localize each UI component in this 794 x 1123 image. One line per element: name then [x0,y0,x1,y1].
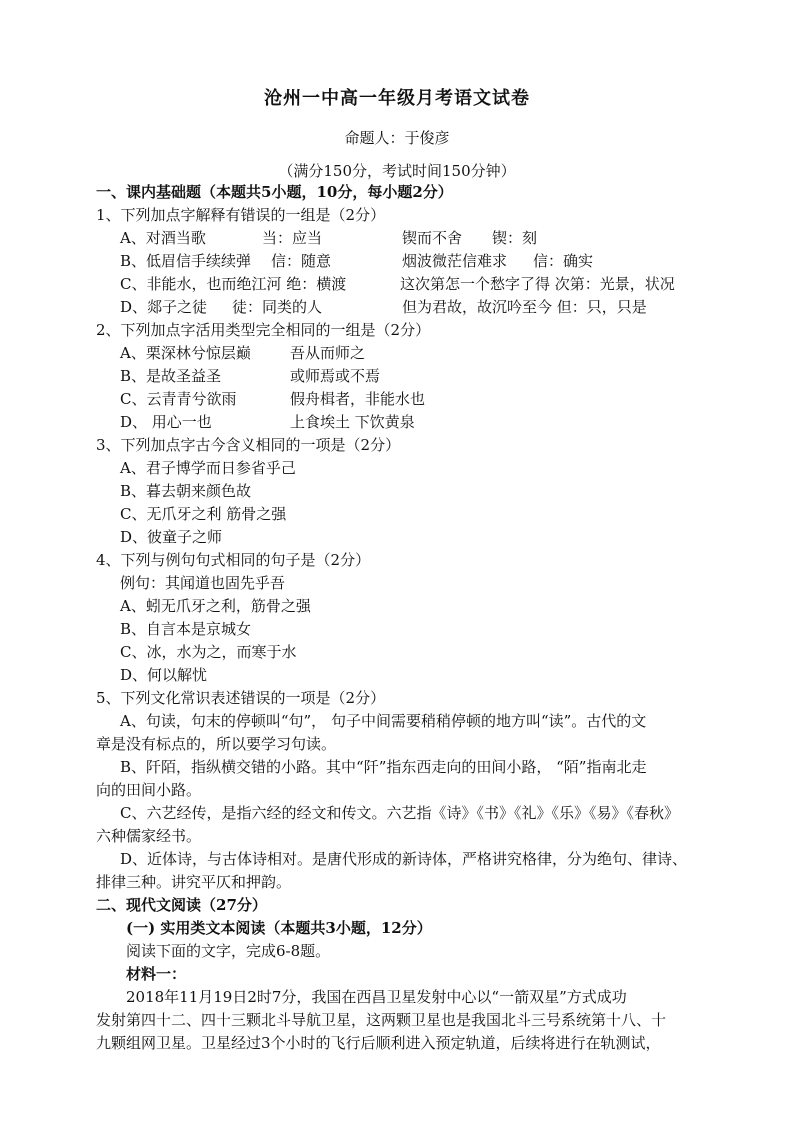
exam-author: 命题人：于俊彦 [344,129,450,147]
option-a: A、句读，句末的停顿叫“句”， 句子中间需要稍稍停顿的地方叫“读”。古代的文 [120,712,647,730]
exam-scoring: （满分150分，考试时间150分钟） [278,162,516,180]
material-label: 材料一： [126,965,187,983]
option-d-second: 但为君故，故沉吟至今 但：只，只是 [402,298,647,316]
option-b: B、暮去朝来颜色故 [120,482,252,500]
option-c-cont: 六种儒家经书。 [96,827,202,845]
option-c-second: 假舟楫者，非能水也 [290,390,426,408]
option-d: D、近体诗，与古体诗相对。是唐代形成的新诗体，严格讲究格律，分为绝句、律诗、 [120,850,688,868]
option-d-cont: 排律三种。讲究平仄和押韵。 [96,873,292,891]
option-a-second: 锲而不舍 [402,229,463,247]
passage-line: 发射第四十二、四十三颗北斗导航卫星，这两颗卫星也是我国北斗三号系统第十八、十 [96,1011,667,1029]
question-stem: 3、下列加点字古今含义相同的一项是（2分） [96,436,401,454]
option-a: A、对酒当歌 [120,229,206,247]
option-a-second-gloss: 锲：刻 [492,229,538,247]
option-d: D、彼童子之师 [120,528,223,546]
section-heading: 一、课内基础题（本题共5小题，10分，每小题2分） [96,183,453,201]
subsection-heading: (一) 实用类文本阅读（本题共3小题，12分） [126,919,432,937]
option-b: B、阡陌，指纵横交错的小路。其中“阡”指东西走向的田间小路， “陌”指南北走 [120,758,647,776]
option-b-second-gloss: 信：确实 [533,252,594,270]
section-heading: 二、现代文阅读（27分） [96,896,267,914]
question-stem: 1、下列加点字解释有错误的一组是（2分） [96,206,386,224]
passage-line: 九颗组网卫星。卫星经过3个小时的飞行后顺利进入预定轨道，后续将进行在轨测试， [96,1034,661,1052]
option-a: A、栗深林兮惊层巅 [120,344,251,362]
option-d-second: 上食埃土 下饮黄泉 [290,413,415,431]
question-stem: 2、下列加点字活用类型完全相同的一组是（2分） [96,321,431,339]
reading-instruction: 阅读下面的文字，完成6-8题。 [126,942,331,960]
option-a-cont: 章是没有标点的，所以要学习句读。 [96,735,337,753]
option-d-gloss: 徒：同类的人 [232,298,323,316]
option-c: C、无爪牙之利 筋骨之强 [120,505,287,523]
option-c: C、冰，水为之，而寒于水 [120,643,297,661]
exam-title: 沧州一中高一年级月考语文试卷 [264,88,530,109]
option-c: C、非能水，也而绝江河 绝：横渡 [120,275,347,293]
passage-line: 2018年11月19日2时7分，我国在西昌卫星发射中心以“一箭双星”方式成功 [126,988,627,1006]
option-c: C、云青青兮欲雨 [120,390,237,408]
question-stem: 5、下列文化常识表述错误的一项是（2分） [96,689,386,707]
option-b: B、自言本是京城女 [120,620,252,638]
option-b: B、低眉信手续续弹 [120,252,252,270]
option-b-cont: 向的田间小路。 [96,781,202,799]
option-a-second: 吾从而师之 [290,344,366,362]
example-sentence: 例句：其闻道也固先乎吾 [120,574,286,592]
option-c-second: 这次第怎一个愁字了得 次第：光景，状况 [400,275,675,293]
option-d: D、郯子之徒 [120,298,208,316]
option-b-gloss: 信：随意 [271,252,332,270]
option-a: A、君子博学而日参省乎己 [120,459,296,477]
option-b-second: 或师焉或不焉 [290,367,381,385]
question-stem: 4、下列与例句句式相同的句子是（2分） [96,551,371,569]
option-b-second: 烟波微茫信难求 [402,252,508,270]
option-b: B、是故圣益圣 [120,367,222,385]
option-c: C、六艺经传，是指六经的经文和传文。六艺指《诗》《书》《礼》《乐》《易》《春秋》 [120,804,679,822]
option-a: A、蚓无爪牙之利，筋骨之强 [120,597,311,615]
option-d: D、 用心一也 [120,413,212,431]
option-d: D、何以解忧 [120,666,208,684]
option-a-gloss: 当：应当 [262,229,323,247]
